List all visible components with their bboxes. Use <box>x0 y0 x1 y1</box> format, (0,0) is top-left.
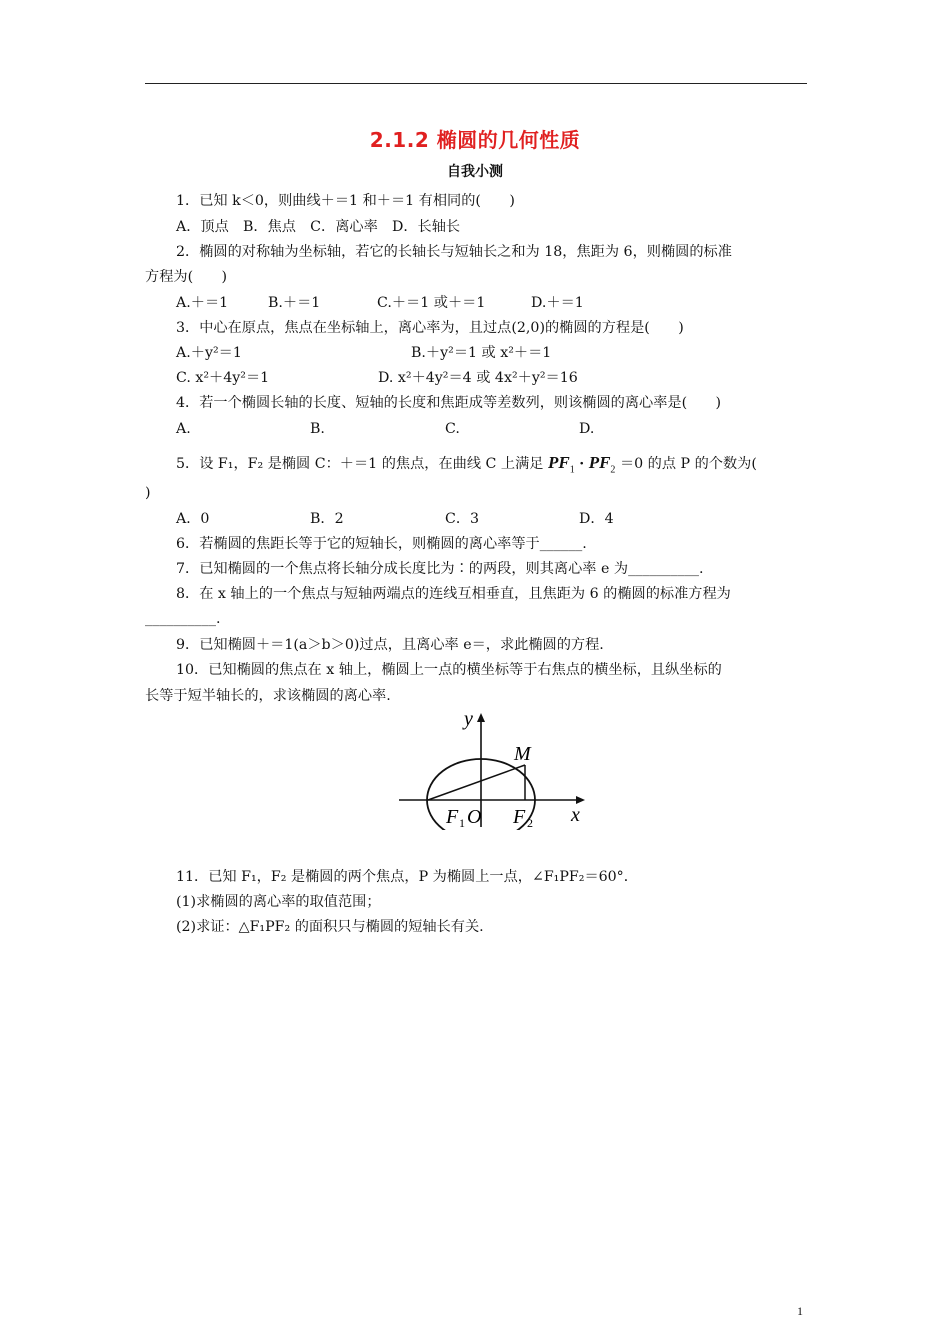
label-origin: O <box>467 806 482 828</box>
question-10-line2: 长等于短半轴长的，求该椭圆的离心率. <box>145 688 391 704</box>
question-4-stem: 4．若一个椭圆长轴的长度、短轴的长度和焦距成等差数列，则该椭圆的离心率是( ) <box>176 395 722 411</box>
label-x: x <box>571 804 580 826</box>
question-1-stem: 1．已知 k＜0，则曲线＋＝1 和＋＝1 有相同的( ) <box>176 193 515 209</box>
question-5-stem-line2: ) <box>145 485 151 501</box>
ellipse-figure <box>395 705 595 830</box>
vector-pf2 <box>588 453 616 476</box>
question-7: 7．已知椭圆的一个焦点将长轴分成长度比为∶的两段，则其离心率 e 为__________. <box>176 561 704 577</box>
y-axis-arrow <box>477 713 485 722</box>
question-8-line2: __________. <box>145 611 221 627</box>
question-3-stem: 3．中心在原点，焦点在坐标轴上，离心率为，且过点(2,0)的椭圆的方程是( ) <box>176 320 684 336</box>
vector-pf1-sub: 1 <box>569 464 575 476</box>
question-4-option-a: A. <box>176 421 191 437</box>
label-f2: F <box>513 806 526 828</box>
question-2-stem-line2: 方程为( ) <box>145 269 228 285</box>
question-9: 9．已知椭圆＋＝1(a＞b＞0)过点，且离心率 e＝，求此椭圆的方程. <box>176 637 604 653</box>
question-1-options: A．顶点 B．焦点 C．离心率 D．长轴长 <box>176 219 461 235</box>
question-2-stem-line1: 2．椭圆的对称轴为坐标轴，若它的长轴长与短轴长之和为 18，焦距为 6，则椭圆的标准 <box>176 244 732 260</box>
question-11-part-1: (1)求椭圆的离心率的取值范围； <box>176 894 381 910</box>
vector-pf2-label: PF <box>588 453 611 472</box>
question-5-option-c: C．3 <box>445 511 480 527</box>
label-f1-subscript: 1 <box>459 816 465 830</box>
question-3-option-c: C. x²＋4y²＝1 <box>176 370 270 386</box>
question-2-option-c: C.＋＝1 或＋＝1 <box>377 295 486 311</box>
question-11-part-2: (2)求证：△F₁PF₂ 的面积只与椭圆的短轴长有关. <box>176 919 484 935</box>
question-2-option-b: B.＋＝1 <box>268 295 321 311</box>
x-axis-arrow <box>576 796 585 804</box>
question-3-option-b: B.＋y²＝1 或 x²＋＝1 <box>411 345 552 361</box>
label-f1: F <box>446 806 459 828</box>
question-5-stem <box>176 453 757 480</box>
question-6: 6．若椭圆的焦距长等于它的短轴长，则椭圆的离心率等于______. <box>176 536 587 552</box>
vector-pf1 <box>547 453 575 476</box>
question-4-option-c: C. <box>445 421 460 437</box>
question-5-stem-part-a: 5．设 F₁，F₂ 是椭圆 C：＋＝1 的焦点，在曲线 C 上满足 <box>176 456 544 472</box>
page-number: 1 <box>797 1304 803 1318</box>
vector-pf2-sub: 2 <box>610 464 616 476</box>
header-rule <box>145 83 807 84</box>
question-5-option-a: A．0 <box>176 511 210 527</box>
section-subtitle: 自我小测 <box>447 164 503 180</box>
question-8-line1: 8．在 x 轴上的一个焦点与短轴两端点的连线互相垂直，且焦距为 6 的椭圆的标准方程为 <box>176 586 731 602</box>
label-m: M <box>514 743 531 765</box>
page-title: 2.1.2 椭圆的几何性质 <box>369 128 581 152</box>
question-10-line1: 10．已知椭圆的焦点在 x 轴上，椭圆上一点的横坐标等于右焦点的横坐标，且纵坐标的 <box>176 662 722 678</box>
question-2-option-d: D.＋＝1 <box>531 295 584 311</box>
question-11-stem: 11．已知 F₁，F₂ 是椭圆的两个焦点，P 为椭圆上一点，∠F₁PF₂＝60°． <box>176 869 638 885</box>
question-3-option-a: A.＋y²＝1 <box>176 345 242 361</box>
vector-pf1-label: PF <box>547 453 570 472</box>
question-3-option-d: D. x²＋4y²＝4 或 4x²＋y²＝16 <box>378 370 578 386</box>
question-4-option-d: D. <box>579 421 595 437</box>
question-5-stem-part-b: ＝0 的点 P 的个数为( <box>619 456 757 472</box>
question-4-option-b: B. <box>310 421 325 437</box>
label-f2-subscript: 2 <box>527 816 533 830</box>
dot-operator: · <box>579 456 585 472</box>
question-5-option-b: B．2 <box>310 511 344 527</box>
question-5-option-d: D．4 <box>579 511 614 527</box>
label-y: y <box>464 708 473 730</box>
question-2-option-a: A.＋＝1 <box>176 295 229 311</box>
